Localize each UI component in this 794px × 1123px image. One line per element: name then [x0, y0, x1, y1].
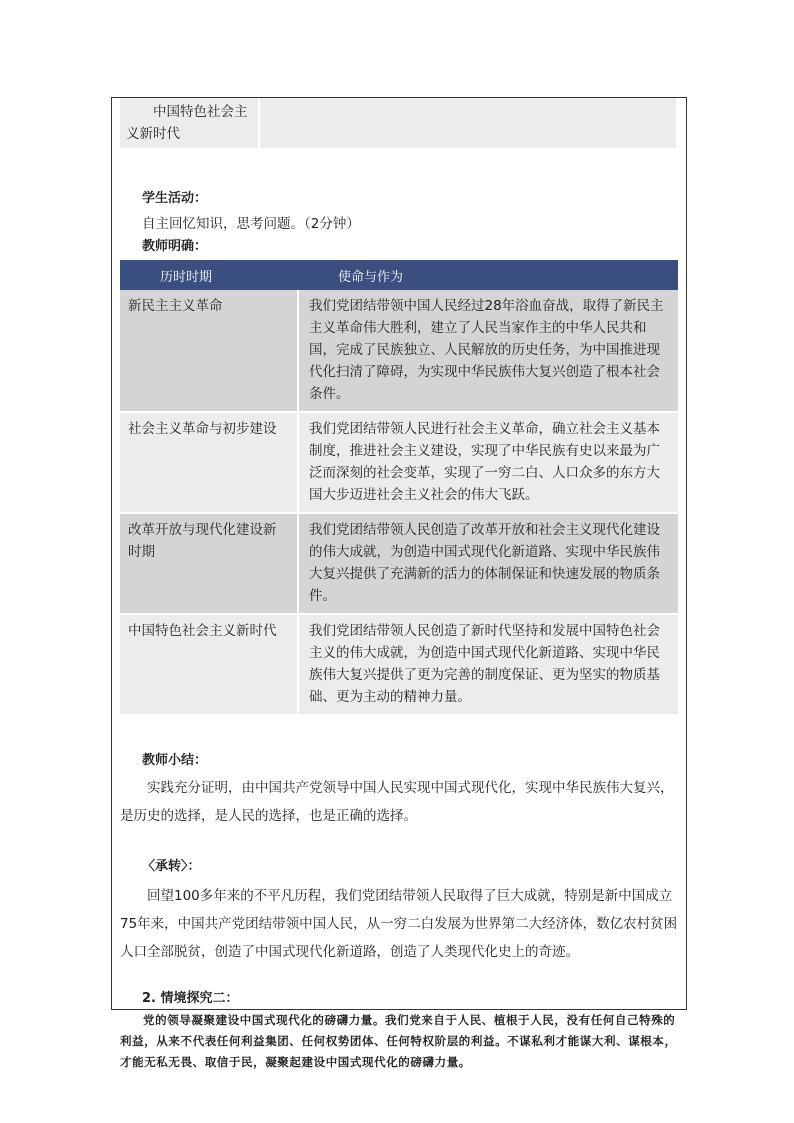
teacher-summary-text: 实践充分证明，由中国共产党领导中国人民实现中国式现代化，实现中华民族伟大复兴，是历史的选择，是人民的选择，也是正确的选择。: [120, 780, 674, 824]
table-header-mission: 使命与作为: [298, 260, 678, 290]
row-content: 我们党团结带领人民进行社会主义革命，确立社会主义基本制度，推进社会主义建设，实现了中华民族有史以来最为广泛而深刻的社会变革，实现了一穷二白、人口众多的东方大国大步迈进社会主义社会的伟大飞跃。: [298, 412, 678, 513]
student-activity-label: 学生活动：: [142, 191, 208, 206]
row-period: 社会主义革命与初步建设: [120, 412, 298, 513]
teacher-clarify-label: 教师明确：: [142, 239, 208, 254]
row-period: 改革开放与现代化建设新时期: [120, 513, 298, 614]
student-activity-text: 自主回忆知识，思考问题。（2分钟）: [142, 216, 360, 232]
row-content: 我们党团结带领人民创造了改革开放和社会主义现代化建设的伟大成就，为创造中国式现代化新道路、实现中华民族伟大复兴提供了充满新的活力的体制保证和快速发展的物质条件。: [298, 513, 678, 614]
table-row: [120, 614, 678, 715]
row-content: 我们党团结带领人民创造了新时代坚持和发展中国特色社会主义的伟大成就，为创造中国式现代化新道路、实现中华民族伟大复兴提供了更为完善的制度保证、更为坚实的物质基础、更为主动的精神力量。: [298, 614, 678, 715]
teacher-summary-label: 教师小结：: [142, 753, 208, 768]
top-row-content: [259, 98, 677, 148]
history-table: [120, 260, 678, 716]
table-row: [120, 412, 678, 513]
row-period: 新民主主义革命: [120, 290, 298, 412]
continued-table-row: [120, 98, 678, 148]
table-header-period: 历时时期: [120, 260, 298, 290]
situation2-text: 党的领导凝聚建设中国式现代化的磅礴力量。我们党来自于人民、植根于人民，没有任何自己特殊的利益，从来不代表任何利益集团、任何权势团体、任何特权阶层的利益。不谋私利才能谋大利、谋根本，才能无私无畏、取信于民，凝聚起建设中国式现代化的磅礴力量。: [120, 1013, 677, 1069]
row-content: 我们党团结带领中国人民经过28年浴血奋战，取得了新民主主义革命伟大胜利，建立了人民当家作主的中华人民共和国，完成了民族独立、人民解放的历史任务，为中国推进现代化扫清了障碍，为实现中华民族伟大复兴创造了根本社会条件。: [298, 290, 678, 412]
transition-label: 〈承转〉：: [142, 859, 201, 874]
top-row-period: 中国特色社会主义新时代: [120, 98, 259, 148]
table-row: [120, 513, 678, 614]
row-period: 中国特色社会主义新时代: [120, 614, 298, 715]
lesson-content: [120, 98, 678, 1073]
lesson-frame: [111, 97, 687, 1069]
transition-text: 回望100多年来的不平凡历程，我们党团结带领人民取得了巨大成就，特别是新中国成立75年来，中国共产党团结带领中国人民，从一穷二白发展为世界第二大经济体，数亿农村贫困人口全部脱贫，创造了中国式现代化新道路，创造了人类现代化史上的奇迹。: [120, 888, 678, 960]
situation2-label: 2. 情境探究二：: [142, 991, 239, 1006]
table-row: [120, 290, 678, 412]
